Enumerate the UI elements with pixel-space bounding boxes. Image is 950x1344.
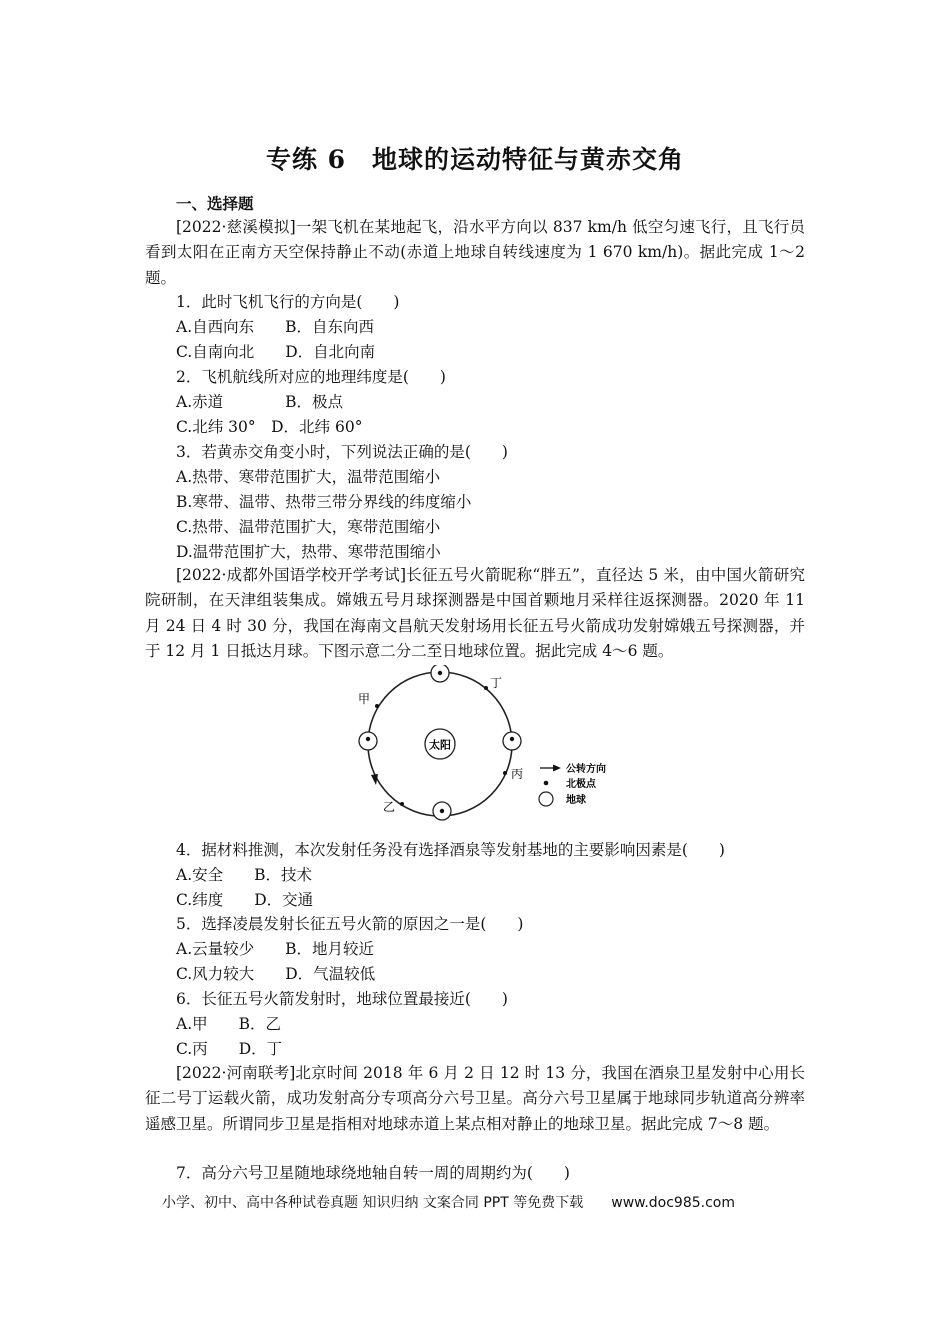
earth-right bbox=[503, 732, 521, 750]
question-3-option-c: C.热带、温带范围扩大，寒带范围缩小 bbox=[176, 518, 441, 536]
point-ding-label: 丁 bbox=[489, 676, 503, 690]
point-jia-dot bbox=[375, 704, 379, 708]
question-2-options-a: A.赤道 B．极点 bbox=[176, 393, 344, 411]
page-title: 专练 6 地球的运动特征与黄赤交角 bbox=[265, 145, 685, 174]
question-6: 6．长征五号火箭发射时，地球位置最接近( ) bbox=[176, 990, 508, 1008]
question-7: 7．高分六号卫星随地球绕地轴自转一周的周期约为( ) bbox=[176, 1164, 570, 1182]
footer bbox=[162, 1192, 735, 1212]
point-jia-label: 甲 bbox=[357, 692, 371, 706]
point-bing-label: 丙 bbox=[510, 767, 524, 781]
material-intro-3: [2022·河南联考]北京时间 2018 年 6 月 2 日 12 时 13 分，我国在酒泉卫星发射中心用长征二号丁运载火箭，成功发射高分专项高分六号卫星。高分六号卫星属于地球同步轨道高分辨率遥感卫星。所谓同步卫星是指相对地球赤道上某点相对静止的地球卫星。据此完成 7～8 题。 bbox=[145, 1064, 805, 1133]
question-5-options-a: A.云量较少 B．地月较近 bbox=[176, 940, 375, 958]
legend bbox=[539, 762, 606, 806]
question-4-options-b: C.纬度 D．交通 bbox=[176, 891, 314, 909]
earth-left bbox=[359, 732, 377, 750]
legend-revolution-label: 公转方向 bbox=[566, 764, 606, 775]
question-3-option-d: D.温带范围扩大，热带、寒带范围缩小 bbox=[176, 543, 441, 561]
question-1: 1．此时飞机飞行的方向是( ) bbox=[176, 293, 400, 311]
earth-bottom bbox=[433, 802, 451, 820]
sun bbox=[425, 729, 455, 759]
earth-top bbox=[431, 665, 449, 682]
point-bing-dot bbox=[503, 771, 507, 775]
question-4: 4．据材料推测，本次发射任务没有选择酒泉等发射基地的主要影响因素是( ) bbox=[176, 841, 725, 859]
sun-label: 太阳 bbox=[429, 738, 451, 752]
material-intro-2: [2022·成都外国语学校开学考试]长征五号火箭昵称“胖五”，直径达 5 米，由中国火箭研究院研制，在天津组装集成。嫦娥五号月球探测器是中国首颗地月采样往返探测器。2020 年 11 月 24 日 4 时 30 分，我国在海南文昌航天发射场用长征五号火箭成功发射嫦娥五号探测器，并于 12 月 1 日抵达月球。下图示意二分二至日地球位置。据此完成 4～6 题。 bbox=[145, 566, 805, 660]
section-heading: 一、选择题 bbox=[176, 194, 254, 213]
material-intro-1: [2022·慈溪模拟]一架飞机在某地起飞，沿水平方向以 837 km/h 低空匀速飞行，且飞行员看到太阳在正南方天空保持静止不动(赤道上地球自转线速度为 1 670 km/h)。据此完成 1～2 题。 bbox=[145, 218, 805, 287]
question-3-option-a: A.热带、寒带范围扩大，温带范围缩小 bbox=[176, 468, 441, 486]
orbit-direction-arrow-icon bbox=[371, 774, 378, 785]
earth-orbit-diagram bbox=[350, 665, 620, 825]
legend-earth-icon bbox=[539, 792, 553, 806]
question-1-options-a: A.自西向东 B．自东向西 bbox=[176, 318, 375, 336]
footer-text: 小学、初中、高中各种试卷真题 知识归纳 文案合同 PPT 等免费下载 bbox=[162, 1195, 584, 1211]
question-5-options-b: C.风力较大 D．气温较低 bbox=[176, 965, 376, 983]
footer-url: www.doc985.com bbox=[611, 1195, 735, 1211]
point-yi-dot bbox=[400, 802, 404, 806]
question-6-options-b: C.丙 D．丁 bbox=[176, 1040, 283, 1058]
question-4-options-a: A.安全 B．技术 bbox=[176, 866, 313, 884]
legend-north-pole-label: 北极点 bbox=[566, 779, 596, 790]
question-2-options-b: C.北纬 30° D．北纬 60° bbox=[176, 418, 363, 436]
legend-north-pole-icon bbox=[544, 781, 549, 786]
question-2: 2．飞机航线所对应的地理纬度是( ) bbox=[176, 368, 446, 386]
legend-earth-label: 地球 bbox=[566, 795, 586, 806]
question-6-options-a: A.甲 B．乙 bbox=[176, 1015, 282, 1033]
point-ding-dot bbox=[484, 686, 488, 690]
legend-arrow-icon bbox=[553, 765, 561, 772]
point-yi-label: 乙 bbox=[382, 800, 396, 814]
question-3: 3．若黄赤交角变小时，下列说法正确的是( ) bbox=[176, 443, 508, 461]
question-1-options-b: C.自南向北 D．自北向南 bbox=[176, 343, 376, 361]
question-5: 5．选择凌晨发射长征五号火箭的原因之一是( ) bbox=[176, 915, 524, 933]
question-3-option-b: B.寒带、温带、热带三带分界线的纬度缩小 bbox=[176, 493, 472, 511]
